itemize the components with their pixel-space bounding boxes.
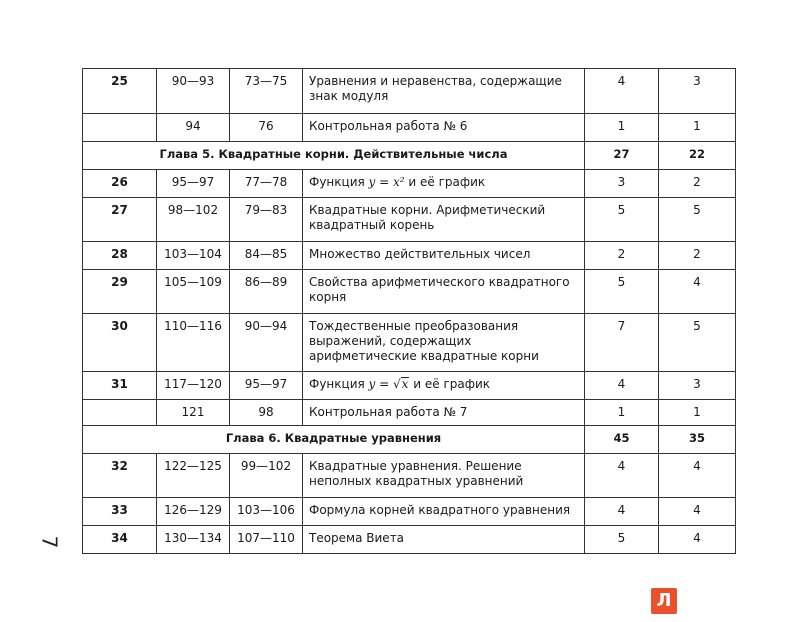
hours-advanced: 2 xyxy=(659,242,736,270)
chapter-hours-basic: 45 xyxy=(585,426,659,454)
lesson-number: 25 xyxy=(83,69,157,114)
hours-basic: 2 xyxy=(585,242,659,270)
lesson-topic: Теорема Виета xyxy=(303,526,585,554)
hours-advanced: 1 xyxy=(659,400,736,426)
lesson-plan-table xyxy=(82,68,736,554)
exercise-range: 98 xyxy=(230,400,303,426)
chapter-hours-basic: 27 xyxy=(585,142,659,170)
exercise-range: 90—94 xyxy=(230,314,303,372)
hours-advanced: 2 xyxy=(659,170,736,198)
lesson-topic xyxy=(303,372,585,400)
hours-basic: 4 xyxy=(585,498,659,526)
paragraph-range: 105—109 xyxy=(157,270,230,314)
hours-basic: 7 xyxy=(585,314,659,372)
exercise-range: 86—89 xyxy=(230,270,303,314)
chapter-hours-advanced: 35 xyxy=(659,426,736,454)
table-row xyxy=(83,400,736,426)
exercise-range: 76 xyxy=(230,114,303,142)
table-row xyxy=(83,454,736,498)
hours-basic: 3 xyxy=(585,170,659,198)
hours-basic: 4 xyxy=(585,372,659,400)
table-row xyxy=(83,170,736,198)
paragraph-range: 110—116 xyxy=(157,314,230,372)
hours-basic: 4 xyxy=(585,69,659,114)
table-row xyxy=(83,498,736,526)
lesson-topic: Множество действительных чисел xyxy=(303,242,585,270)
lesson-topic: Квадратные уравнения. Решение неполных квадратных уравнений xyxy=(303,454,585,498)
formula: y = √x xyxy=(368,377,409,391)
lesson-topic xyxy=(303,170,585,198)
lesson-topic: Контрольная работа № 6 xyxy=(303,114,585,142)
exercise-range: 95—97 xyxy=(230,372,303,400)
lesson-number: 32 xyxy=(83,454,157,498)
lesson-number xyxy=(83,114,157,142)
lesson-topic: Формула корней квадратного уравнения xyxy=(303,498,585,526)
paragraph-range: 126—129 xyxy=(157,498,230,526)
paragraph-range: 130—134 xyxy=(157,526,230,554)
lesson-number: 28 xyxy=(83,242,157,270)
paragraph-range: 95—97 xyxy=(157,170,230,198)
table-row xyxy=(83,198,736,242)
exercise-range: 73—75 xyxy=(230,69,303,114)
exercise-range: 99—102 xyxy=(230,454,303,498)
lesson-number: 33 xyxy=(83,498,157,526)
lesson-number: 34 xyxy=(83,526,157,554)
hours-basic: 1 xyxy=(585,114,659,142)
paragraph-range: 94 xyxy=(157,114,230,142)
hours-advanced: 4 xyxy=(659,454,736,498)
lesson-topic: Тождественные преобразования выражений, содержащих арифметические квадратные корни xyxy=(303,314,585,372)
chapter-title: Глава 6. Квадратные уравнения xyxy=(83,426,585,454)
lesson-number: 29 xyxy=(83,270,157,314)
chapter-title: Глава 5. Квадратные корни. Действительные числа xyxy=(83,142,585,170)
formula-lhs: y = xyxy=(368,377,393,391)
exercise-range: 79—83 xyxy=(230,198,303,242)
lesson-number: 26 xyxy=(83,170,157,198)
hours-advanced: 4 xyxy=(659,526,736,554)
table-row xyxy=(83,114,736,142)
paragraph-range: 90—93 xyxy=(157,69,230,114)
hours-basic: 5 xyxy=(585,198,659,242)
paragraph-range: 117—120 xyxy=(157,372,230,400)
lesson-number: 31 xyxy=(83,372,157,400)
chapter-row xyxy=(83,142,736,170)
topic-text: и её график xyxy=(409,377,491,391)
topic-text: Функция xyxy=(309,175,369,189)
paragraph-range: 103—104 xyxy=(157,242,230,270)
lesson-topic: Уравнения и неравенства, содержащие знак модуля xyxy=(303,69,585,114)
table-row xyxy=(83,69,736,114)
page-number: 7 xyxy=(37,535,62,549)
topic-text: Функция xyxy=(309,377,369,391)
table-row xyxy=(83,242,736,270)
table-row xyxy=(83,372,736,400)
paragraph-range: 121 xyxy=(157,400,230,426)
lesson-number: 30 xyxy=(83,314,157,372)
chapter-row xyxy=(83,426,736,454)
hours-advanced: 5 xyxy=(659,314,736,372)
table-row xyxy=(83,314,736,372)
chapter-hours-advanced: 22 xyxy=(659,142,736,170)
hours-basic: 4 xyxy=(585,454,659,498)
formula-radicand: x xyxy=(401,377,409,391)
lesson-topic: Свойства арифметического квадратного корня xyxy=(303,270,585,314)
exercise-range: 107—110 xyxy=(230,526,303,554)
hours-advanced: 3 xyxy=(659,69,736,114)
hours-basic: 5 xyxy=(585,270,659,314)
exercise-range: 103—106 xyxy=(230,498,303,526)
hours-advanced: 4 xyxy=(659,498,736,526)
table-row xyxy=(83,270,736,314)
exercise-range: 84—85 xyxy=(230,242,303,270)
hours-basic: 1 xyxy=(585,400,659,426)
lesson-number xyxy=(83,400,157,426)
paragraph-range: 98—102 xyxy=(157,198,230,242)
lesson-topic: Квадратные корни. Арифметический квадратный корень xyxy=(303,198,585,242)
paragraph-range: 122—125 xyxy=(157,454,230,498)
lesson-topic: Контрольная работа № 7 xyxy=(303,400,585,426)
exercise-range: 77—78 xyxy=(230,170,303,198)
publisher-logo: Л xyxy=(651,588,677,614)
hours-advanced: 5 xyxy=(659,198,736,242)
table-row xyxy=(83,526,736,554)
topic-text: и её график xyxy=(404,175,486,189)
formula: y = x² xyxy=(368,175,405,189)
hours-advanced: 4 xyxy=(659,270,736,314)
lesson-number: 27 xyxy=(83,198,157,242)
hours-advanced: 3 xyxy=(659,372,736,400)
hours-basic: 5 xyxy=(585,526,659,554)
hours-advanced: 1 xyxy=(659,114,736,142)
